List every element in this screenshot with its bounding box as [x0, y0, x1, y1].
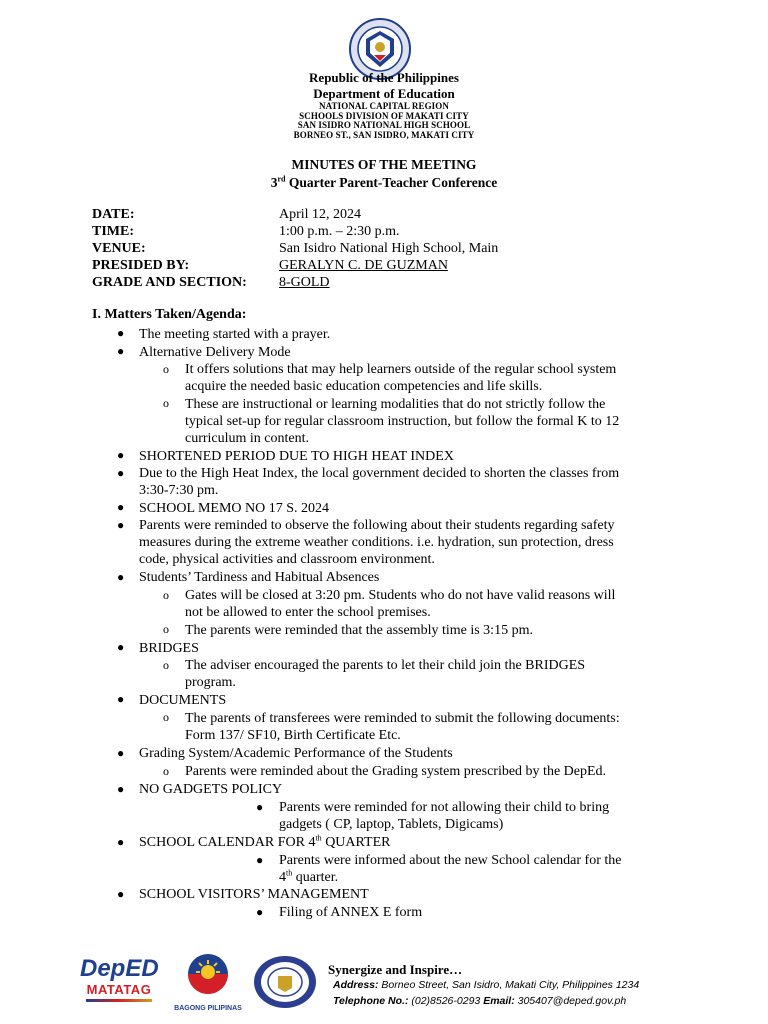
agenda-subitem: Parents were reminded for not allowing their child to bring [279, 800, 610, 815]
agenda-item: SCHOOL CALENDAR FOR 4th QUARTER [139, 833, 391, 850]
bullet-icon: ● [117, 518, 125, 532]
header-republic: Republic of the Philippines [309, 70, 459, 85]
footer-tagline: Synergize and Inspire… [328, 962, 463, 977]
agenda-item-cont: code, physical activities and classroom environment. [139, 552, 435, 567]
circle-bullet-icon: o [163, 710, 169, 724]
agenda-subitem: It offers solutions that may help learners outside of the regular school system [185, 362, 617, 377]
agenda-subitem: The adviser encouraged the parents to let their child join the BRIDGES [185, 658, 586, 673]
agenda-item: SHORTENED PERIOD DUE TO HIGH HEAT INDEX [139, 449, 454, 464]
bullet-icon: ● [117, 640, 125, 654]
agenda-item-cont: 3:30-7:30 pm. [139, 483, 219, 498]
minutes-subtitle: 3rd Quarter Parent-Teacher Conference [270, 174, 498, 190]
date-label: DATE: [92, 207, 135, 222]
agenda-subitem-cont: acquire the needed basic education competencies and life skills. [185, 379, 543, 394]
agenda-item: Alternative Delivery Mode [139, 345, 291, 360]
circle-bullet-icon: o [163, 658, 169, 672]
agenda-subitem-cont: 4th quarter. [279, 868, 339, 885]
footer-address: Address: Borneo Street, San Isidro, Makati City, Philippines 1234 [333, 979, 640, 991]
agenda-item: DOCUMENTS [139, 693, 227, 708]
circle-bullet-icon: o [163, 764, 169, 778]
agenda-item: The meeting started with a prayer. [139, 327, 331, 342]
agenda-item: BRIDGES [139, 641, 199, 656]
bullet-icon: ● [117, 782, 125, 796]
agenda-subitem-cont: not be allowed to enter the school premises. [185, 605, 431, 620]
presided-value: GERALYN C. DE GUZMAN [279, 258, 448, 273]
agenda-subitem: Parents were reminded about the Grading system prescribed by the DepEd. [185, 764, 607, 779]
deped-logo-text: DepED [80, 955, 159, 982]
bullet-icon: ● [117, 887, 125, 901]
bullet-icon: ● [117, 344, 125, 358]
agenda-subitem: Filing of ANNEX E form [279, 905, 423, 920]
circle-bullet-icon: o [163, 362, 169, 376]
bullet-icon: ● [117, 746, 125, 760]
matatag-logo-text: MATATAG [86, 982, 152, 997]
bullet-icon: ● [256, 905, 264, 919]
venue-label: VENUE: [92, 241, 146, 256]
header-school: SAN ISIDRO NATIONAL HIGH SCHOOL [297, 120, 471, 130]
circle-bullet-icon: o [163, 396, 169, 410]
agenda-item: Parents were reminded to observe the following about their students regarding safety [139, 518, 615, 533]
presided-label: PRESIDED BY: [92, 258, 190, 273]
bullet-icon: ● [117, 570, 125, 584]
circle-bullet-icon: o [163, 588, 169, 602]
header-region: NATIONAL CAPITAL REGION [319, 101, 449, 111]
venue-value: San Isidro National High School, Main [279, 241, 499, 256]
time-label: TIME: [92, 224, 134, 239]
agenda-subitem-cont: curriculum in content. [185, 431, 310, 446]
agenda-item: Grading System/Academic Performance of the Students [139, 746, 453, 761]
agenda-subitem-cont: gadgets ( CP, laptop, Tablets, Digicams) [279, 817, 504, 832]
bullet-icon: ● [117, 466, 125, 480]
footer-contact: Telephone No.: (02)8526-0293 Email: 305407@deped.gov.ph [333, 995, 627, 1007]
date-value: April 12, 2024 [279, 207, 362, 222]
agenda-subitem-cont: typical set-up for regular classroom instruction, but follow the formal K to 12 [185, 414, 620, 429]
agenda-subitem-cont: program. [185, 675, 236, 690]
bullet-icon: ● [117, 500, 125, 514]
agenda-subitem: Gates will be closed at 3:20 pm. Students who do not have valid reasons will [185, 588, 616, 603]
header-address: BORNEO ST., SAN ISIDRO, MAKATI CITY [293, 130, 475, 140]
circle-bullet-icon: o [163, 622, 169, 636]
header-division: SCHOOLS DIVISION OF MAKATI CITY [299, 111, 469, 121]
school-seal-icon [252, 954, 318, 1010]
minutes-title: MINUTES OF THE MEETING [291, 157, 477, 172]
bullet-icon: ● [117, 835, 125, 849]
bagong-pilipinas-logo [172, 952, 244, 1014]
agenda-subitem: Parents were informed about the new School calendar for the [279, 853, 622, 868]
agenda-heading: I. Matters Taken/Agenda: [92, 307, 247, 322]
bullet-icon: ● [256, 800, 264, 814]
agenda-subitem: The parents were reminded that the assembly time is 3:15 pm. [185, 623, 533, 638]
agenda-subitem-cont: Form 137/ SF10, Birth Certificate Etc. [185, 728, 401, 743]
time-value: 1:00 p.m. – 2:30 p.m. [279, 224, 400, 239]
agenda-item: Students’ Tardiness and Habitual Absences [139, 570, 380, 585]
header-department: Department of Education [313, 86, 455, 101]
bagong-pilipinas-text: BAGONG PILIPINAS [174, 1005, 242, 1012]
bullet-icon: ● [117, 326, 125, 340]
grade-section-value: 8-GOLD [279, 275, 330, 290]
deped-matatag-logo [80, 952, 158, 1012]
agenda-item: Due to the High Heat Index, the local government decided to shorten the classes from [139, 466, 620, 481]
agenda-item: SCHOOL VISITORS’ MANAGEMENT [139, 887, 369, 902]
agenda-item: SCHOOL MEMO NO 17 S. 2024 [139, 501, 330, 516]
agenda-subitem: These are instructional or learning modalities that do not strictly follow the [185, 397, 606, 412]
agenda-subitem: The parents of transferees were reminded to submit the following documents: [185, 711, 620, 726]
bullet-icon: ● [256, 853, 264, 867]
bagong-pilipinas-icon [172, 952, 244, 1000]
agenda-item: NO GADGETS POLICY [139, 782, 283, 797]
grade-section-label: GRADE AND SECTION: [92, 275, 247, 290]
bullet-icon: ● [117, 448, 125, 462]
agenda-item-cont: measures during the extreme weather conditions. i.e. hydration, sun protection, dress [139, 535, 614, 550]
bullet-icon: ● [117, 692, 125, 706]
